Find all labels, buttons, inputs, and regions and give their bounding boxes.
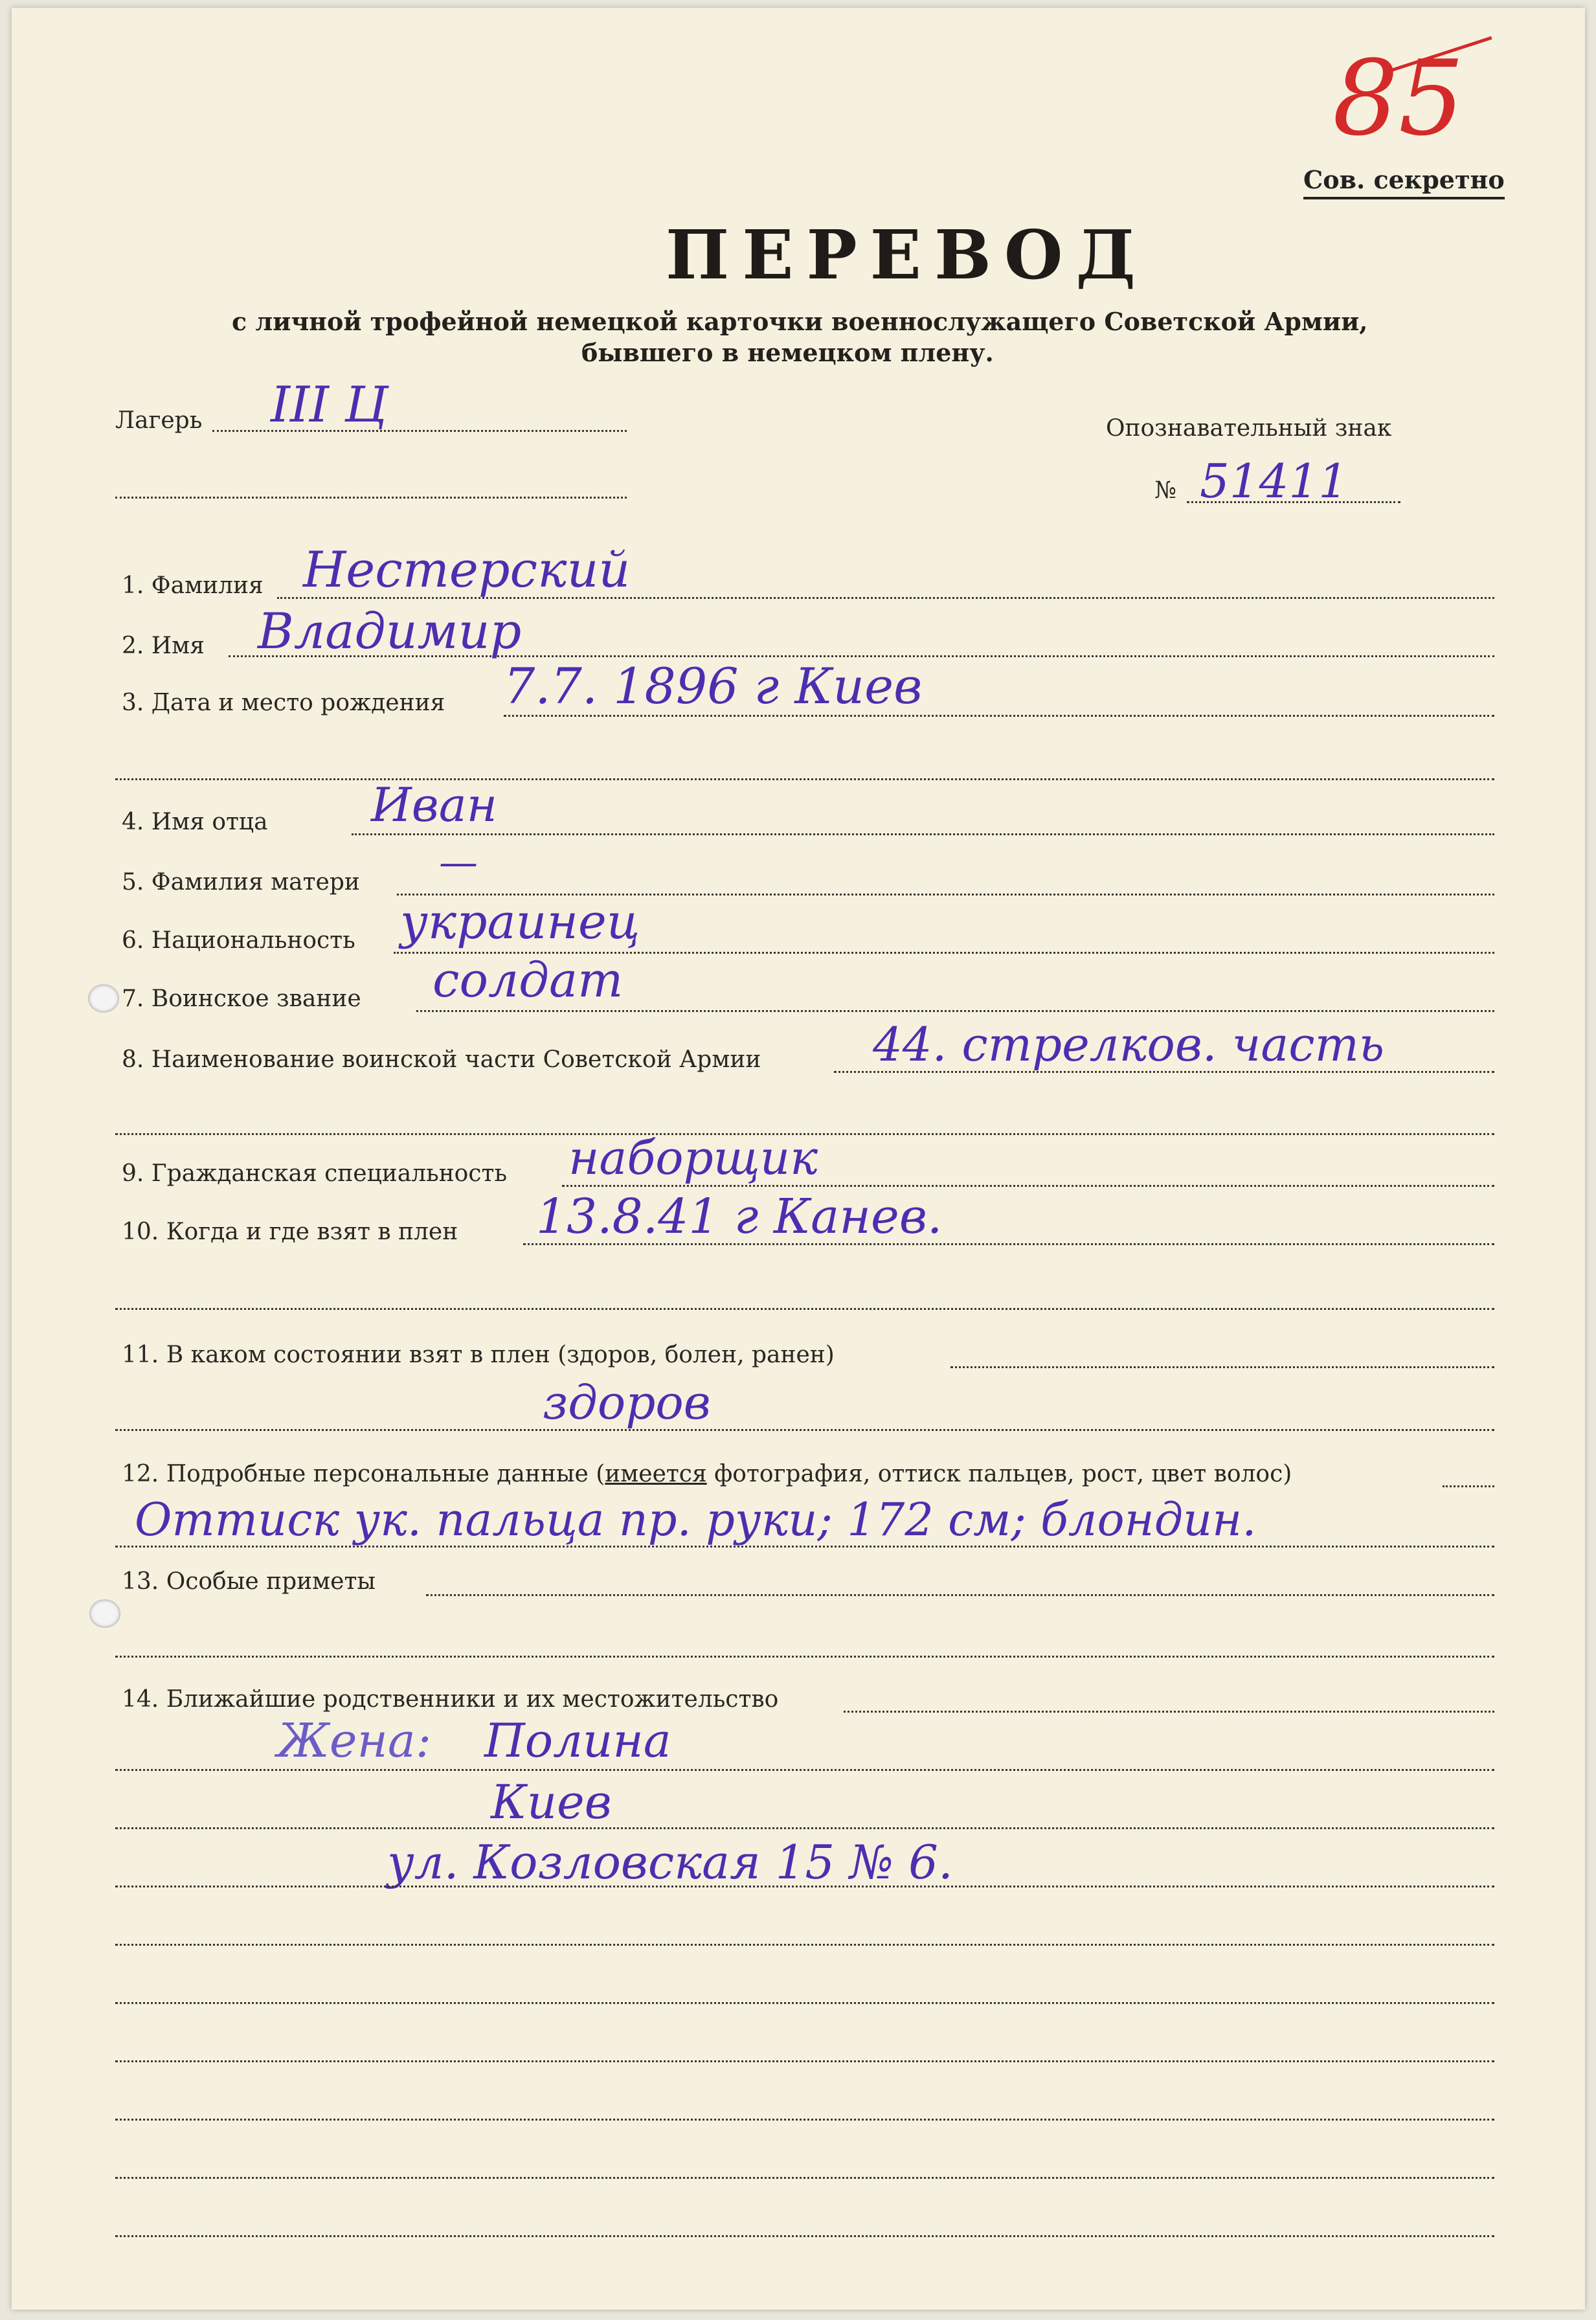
document-subtitle-line1: с личной трофейной немецкой карточки военнослужащего Советской Армии, bbox=[232, 307, 1368, 336]
field-3-label: 3. Дата и место рождения bbox=[122, 690, 445, 716]
field-1-label: 1. Фамилия bbox=[122, 572, 264, 599]
field-12-label-underlined: имеется bbox=[605, 1461, 707, 1487]
field-5-value: — bbox=[439, 840, 478, 885]
field-6-value: украинец bbox=[400, 894, 640, 950]
field-10-label: 10. Когда и где взят в плен bbox=[122, 1219, 458, 1245]
field-3-value: 7.7. 1896 г Киев bbox=[504, 657, 923, 715]
field-4-value: Иван bbox=[371, 778, 498, 832]
identity-label: Опознавательный знак bbox=[1106, 415, 1392, 442]
field-7-line bbox=[416, 1010, 1494, 1012]
document-sheet bbox=[12, 8, 1585, 2310]
field-5-label: 5. Фамилия матери bbox=[122, 869, 360, 895]
camp-line-2 bbox=[115, 497, 627, 499]
field-10-line-2 bbox=[115, 1308, 1494, 1310]
field-14-line-4 bbox=[115, 1886, 1494, 1887]
field-14-line-3 bbox=[115, 1827, 1494, 1829]
field-13-line-2 bbox=[115, 1656, 1494, 1658]
field-14-label: 14. Ближайшие родственники и их местожительство bbox=[122, 1686, 779, 1713]
classification-mark: Сов. секретно bbox=[1303, 165, 1505, 199]
field-7-value: солдат bbox=[433, 952, 624, 1008]
field-14-line-8 bbox=[115, 2119, 1494, 2121]
field-12-label-start: 12. Подробные персональные данные ( bbox=[122, 1461, 605, 1487]
camp-label: Лагерь bbox=[115, 407, 203, 434]
field-14-line-6 bbox=[115, 2002, 1494, 2004]
field-14-city: Киев bbox=[491, 1775, 612, 1829]
field-2-label: 2. Имя bbox=[122, 633, 205, 659]
field-14-line-7 bbox=[115, 2060, 1494, 2062]
archive-number: 85 bbox=[1332, 38, 1465, 159]
field-4-label: 4. Имя отца bbox=[122, 809, 268, 835]
field-10-value: 13.8.41 г Канев. bbox=[536, 1189, 943, 1244]
field-3-line bbox=[504, 715, 1494, 717]
field-11-value: здоров bbox=[543, 1375, 711, 1430]
field-12-label-end: фотография, оттиск пальцев, рост, цвет волос) bbox=[706, 1461, 1292, 1487]
identity-value: 51411 bbox=[1200, 454, 1349, 508]
field-9-label: 9. Гражданская специальность bbox=[122, 1160, 508, 1187]
document-title: ПЕРЕВОД bbox=[666, 215, 1149, 295]
field-12-line bbox=[1443, 1485, 1494, 1487]
punch-hole bbox=[89, 1599, 120, 1628]
field-14-address: ул. Козловская 15 № 6. bbox=[387, 1835, 953, 1889]
field-12-value: Оттиск ук. пальца пр. руки; 172 см; блондин. bbox=[135, 1493, 1257, 1546]
field-4-line bbox=[352, 833, 1494, 835]
field-8-label: 8. Наименование воинской части Советской Армии bbox=[122, 1046, 761, 1073]
field-13-label: 13. Особые приметы bbox=[122, 1568, 376, 1595]
field-14-line bbox=[844, 1711, 1494, 1713]
field-7-label: 7. Воинское звание bbox=[122, 985, 361, 1012]
identity-number-prefix: № bbox=[1154, 477, 1177, 504]
field-12-line-2 bbox=[115, 1546, 1494, 1548]
punch-hole bbox=[88, 984, 119, 1013]
field-3-line-2 bbox=[115, 778, 1494, 780]
field-9-line bbox=[562, 1185, 1494, 1187]
document-subtitle-line2: бывшего в немецком плену. bbox=[581, 338, 994, 367]
field-11-line bbox=[950, 1366, 1494, 1368]
field-14-line-9 bbox=[115, 2177, 1494, 2179]
field-2-value: Владимир bbox=[258, 602, 522, 660]
field-11-label: 11. В каком состоянии взят в плен (здоров, болен, ранен) bbox=[122, 1342, 835, 1368]
camp-value: III Ц bbox=[271, 376, 388, 433]
field-9-value: наборщик bbox=[568, 1131, 818, 1185]
field-8-value: 44. стрелков. часть bbox=[873, 1017, 1385, 1072]
field-14-line-5 bbox=[115, 1944, 1494, 1946]
field-11-line-2 bbox=[115, 1429, 1494, 1431]
field-14-relation: Жена: bbox=[277, 1713, 432, 1768]
field-13-line bbox=[426, 1594, 1494, 1596]
field-14-relative-name: Полина bbox=[484, 1713, 671, 1768]
field-1-value: Нестерский bbox=[303, 541, 631, 598]
field-14-line-2 bbox=[115, 1769, 1494, 1771]
field-6-label: 6. Национальность bbox=[122, 927, 355, 954]
field-14-line-10 bbox=[115, 2235, 1494, 2237]
field-12-label bbox=[122, 1463, 1292, 1486]
